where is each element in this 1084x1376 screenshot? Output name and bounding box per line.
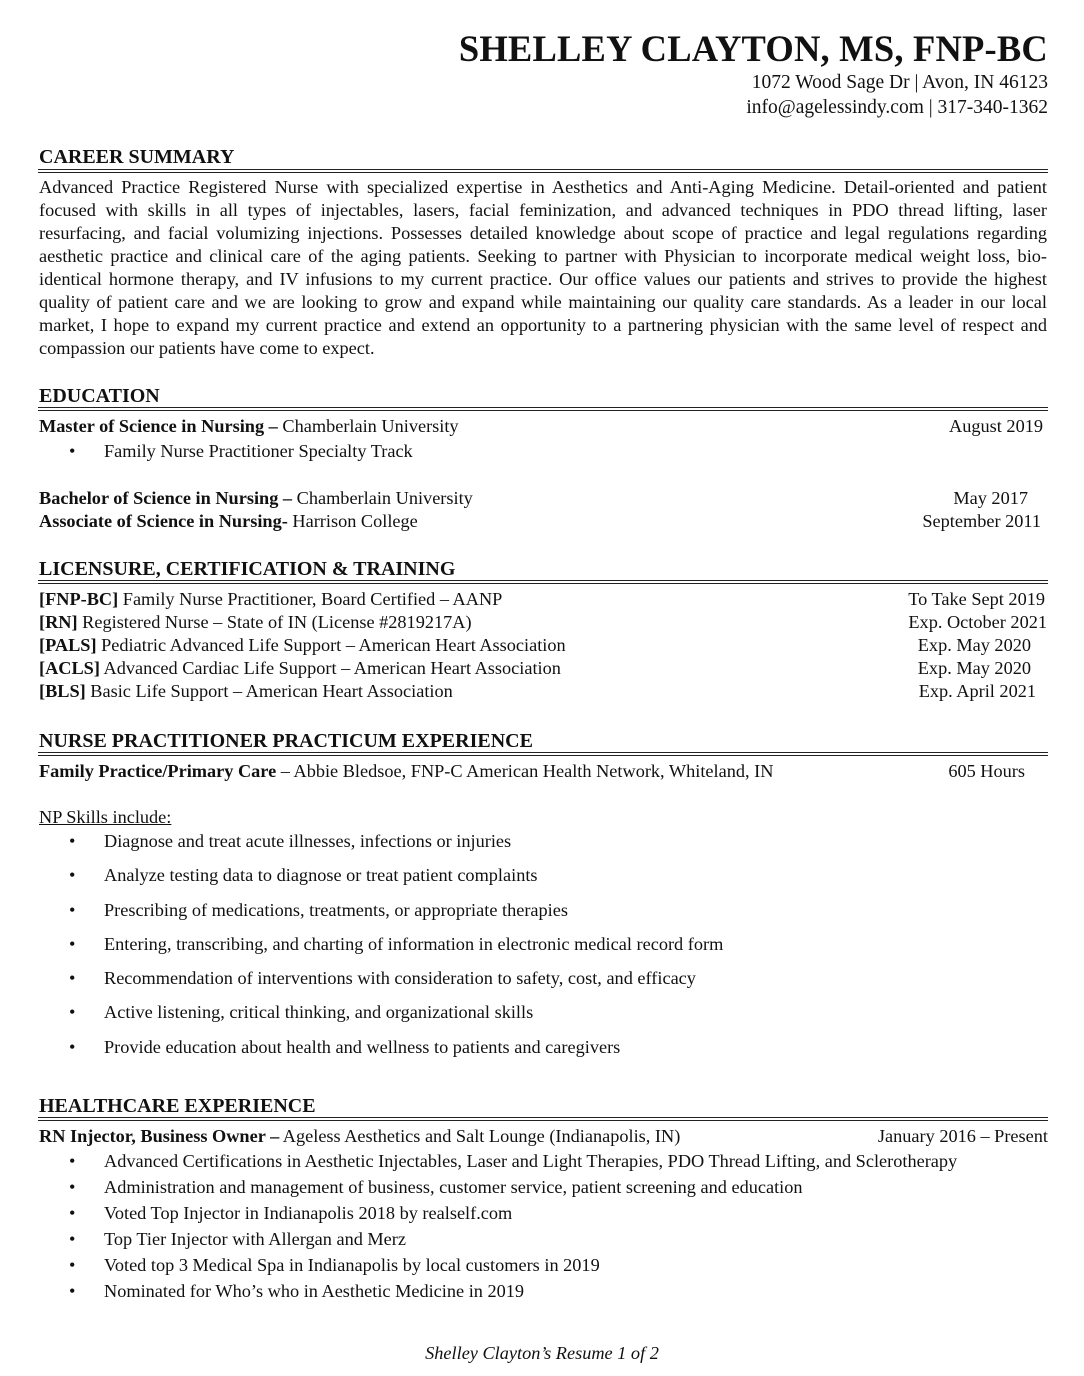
- practicum-hours: 605 Hours: [948, 761, 1025, 781]
- education-degree-line: [39, 510, 418, 533]
- bullet-glyph: •: [69, 1177, 76, 1197]
- resume-name: SHELLEY CLAYTON, MS, FNP-BC: [458, 28, 1048, 69]
- page-footer: Shelley Clayton’s Resume 1 of 2: [425, 1343, 659, 1363]
- license-line: [39, 634, 566, 657]
- license-entry: [39, 588, 1047, 611]
- license-code: [PALS]: [39, 635, 97, 655]
- license-code: [ACLS]: [39, 658, 100, 678]
- job-bullet: Administration and management of business, customer service, patient screening and education: [104, 1177, 803, 1197]
- address-line: 1072 Wood Sage Dr | Avon, IN 46123: [751, 72, 1048, 93]
- healthcare-heading: HEALTHCARE EXPERIENCE: [39, 1095, 316, 1117]
- practicum-heading: NURSE PRACTITIONER PRACTICUM EXPERIENCE: [39, 730, 533, 752]
- degree: Associate of Science in Nursing-: [39, 511, 288, 531]
- education-degree-line: [39, 415, 459, 438]
- skill-item: Active listening, critical thinking, and organizational skills: [104, 1002, 534, 1022]
- skill-item: Diagnose and treat acute illnesses, infections or injuries: [104, 831, 512, 851]
- license-status: To Take Sept 2019: [908, 589, 1045, 609]
- bullet-glyph: •: [69, 865, 76, 885]
- bullet-glyph: •: [69, 1255, 76, 1275]
- license-line: [39, 611, 472, 634]
- bullet-glyph: •: [69, 968, 76, 988]
- license-line: [39, 680, 453, 703]
- job-entry: [39, 1125, 1048, 1148]
- contact-line: info@agelessindy.com | 317-340-1362: [746, 97, 1048, 118]
- license-status: Exp. October 2021: [908, 612, 1047, 632]
- degree: Bachelor of Science in Nursing –: [39, 488, 293, 508]
- job-bullet: Advanced Certifications in Aesthetic Injectables, Laser and Light Therapies, PDO Thread Lifting, and Sclerotherapy: [104, 1151, 958, 1171]
- education-track: Family Nurse Practitioner Specialty Track: [104, 441, 413, 461]
- bullet-glyph: •: [69, 934, 76, 954]
- education-date: September 2011: [922, 511, 1041, 531]
- skills-label: NP Skills include:: [39, 807, 172, 827]
- bullet-glyph: •: [69, 900, 76, 920]
- bullet-glyph: •: [69, 1151, 76, 1171]
- license-entry: [39, 657, 1047, 680]
- school: Chamberlain University: [277, 416, 459, 436]
- license-desc: Advanced Cardiac Life Support – American Heart Association: [99, 658, 561, 678]
- licensure-heading: LICENSURE, CERTIFICATION & TRAINING: [39, 558, 456, 580]
- skill-item: Prescribing of medications, treatments, or appropriate therapies: [104, 900, 568, 920]
- degree: Master of Science in Nursing –: [39, 416, 278, 436]
- education-entry: [39, 487, 1047, 510]
- school: Harrison College: [287, 511, 418, 531]
- license-status: Exp. May 2020: [917, 658, 1031, 678]
- license-entry: [39, 634, 1047, 657]
- practicum-line: [39, 760, 773, 783]
- bullet-glyph: •: [69, 831, 76, 851]
- license-line: [39, 588, 502, 611]
- job-line: [39, 1125, 680, 1148]
- license-desc: Registered Nurse – State of IN (License #2819217A): [77, 612, 472, 632]
- license-desc: Family Nurse Practitioner, Board Certified – AANP: [118, 589, 503, 609]
- license-desc: Pediatric Advanced Life Support – American Heart Association: [96, 635, 566, 655]
- section-divider: [38, 1117, 1048, 1121]
- job-bullet: Voted Top Injector in Indianapolis 2018 by realself.com: [104, 1203, 513, 1223]
- education-date: May 2017: [953, 488, 1028, 508]
- bullet-glyph: •: [69, 1037, 76, 1057]
- education-degree-line: [39, 487, 473, 510]
- skill-item: Analyze testing data to diagnose or treat patient complaints: [104, 865, 538, 885]
- education-entry: [39, 510, 1047, 533]
- skill-item: Recommendation of interventions with consideration to safety, cost, and efficacy: [104, 968, 696, 988]
- license-status: Exp. May 2020: [917, 635, 1031, 655]
- practicum-entry: [39, 760, 1047, 783]
- job-bullet: Top Tier Injector with Allergan and Merz: [104, 1229, 406, 1249]
- license-line: [39, 657, 561, 680]
- license-entry: [39, 611, 1047, 634]
- license-desc: Basic Life Support – American Heart Association: [85, 681, 453, 701]
- practicum-detail: – Abbie Bledsoe, FNP-C American Health Network, Whiteland, IN: [276, 761, 774, 781]
- bullet-glyph: •: [69, 1229, 76, 1249]
- section-divider: [38, 580, 1048, 584]
- bullet-glyph: •: [69, 441, 76, 461]
- license-code: [FNP-BC]: [39, 589, 119, 609]
- license-code: [BLS]: [39, 681, 86, 701]
- career-summary-heading: CAREER SUMMARY: [39, 146, 235, 168]
- career-summary-text: Advanced Practice Registered Nurse with specialized expertise in Aesthetics and Anti-Aging Medicine. Detail-oriented and patient focused with skills in all types of injectables, lasers, facial feminization, and advanced techniques in PDO thread lifting, laser resurfacing, and facial volumizing injections. Possesses detailed knowledge about scope of practice and legal regulations regarding aesthetic practice and clinical care of the aging patients. Seeking to partner with Physician to incorporate medical weight loss, bio-identical hormone therapy, and IV infusions to my current practice. Our office values our patients and strives to provide the highest quality of patient care and we are looking to grow and expand while maintaining our quality care standards. As a leader in our local market, I hope to expand my current practice and extend an opportunity to a partnering physician with the same level of respect and compassion our patients have come to expect.: [39, 177, 1047, 358]
- education-entry: [39, 415, 1047, 438]
- job-title: RN Injector, Business Owner –: [39, 1126, 280, 1146]
- job-bullet: Nominated for Who’s who in Aesthetic Medicine in 2019: [104, 1281, 525, 1301]
- section-divider: [38, 407, 1048, 411]
- section-divider: [38, 169, 1048, 173]
- bullet-glyph: •: [69, 1002, 76, 1022]
- skill-item: Provide education about health and wellness to patients and caregivers: [104, 1037, 621, 1057]
- bullet-glyph: •: [69, 1203, 76, 1223]
- license-code: [RN]: [39, 612, 78, 632]
- job-employer: Ageless Aesthetics and Salt Lounge (Indianapolis, IN): [279, 1126, 681, 1146]
- section-divider: [38, 752, 1048, 756]
- education-heading: EDUCATION: [39, 385, 160, 407]
- license-status: Exp. April 2021: [918, 681, 1036, 701]
- bullet-glyph: •: [69, 1281, 76, 1301]
- skill-item: Entering, transcribing, and charting of information in electronic medical record form: [104, 934, 724, 954]
- education-date: August 2019: [949, 416, 1043, 436]
- job-bullet: Voted top 3 Medical Spa in Indianapolis by local customers in 2019: [104, 1255, 600, 1275]
- school: Chamberlain University: [292, 488, 473, 508]
- practicum-title: Family Practice/Primary Care: [39, 761, 277, 781]
- license-entry: [39, 680, 1047, 703]
- job-dates: January 2016 – Present: [877, 1126, 1048, 1146]
